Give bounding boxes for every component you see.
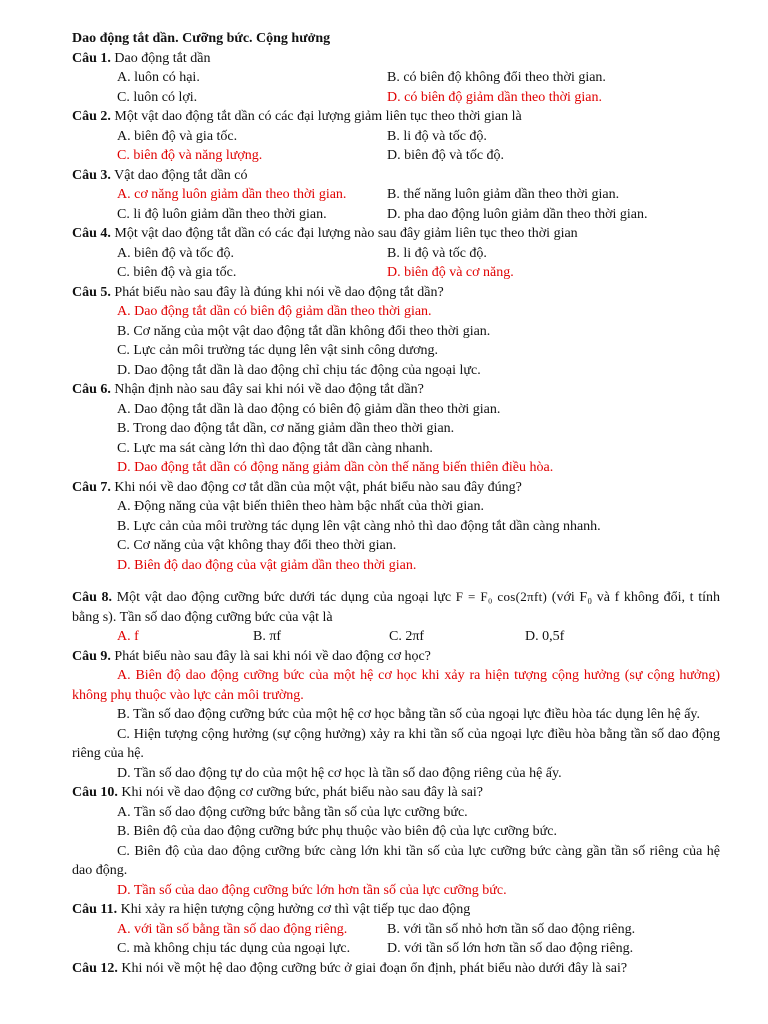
question-5: [72, 283, 720, 303]
option-c: C. Lực ma sát càng lớn thì dao động tắt dần càng nhanh.: [117, 440, 433, 456]
option-a-answer: A. với tần số bằng tần số dao động riêng.: [117, 921, 348, 937]
option-a: A. Tần số dao động cưỡng bức bằng tần số của lực cưỡng bức.: [117, 804, 468, 820]
option-b: B. Lực cản của môi trường tác dụng lên vật càng nhỏ thì dao động tắt dần càng nhanh.: [117, 518, 601, 534]
option-c: C. Biên độ của dao động cưỡng bức càng lớn khi tần số của lực cưỡng bức càng gần tần số riêng của hệ dao động.: [72, 843, 720, 878]
question-label: Câu 8.: [72, 590, 113, 605]
question-4: [72, 224, 720, 244]
question-7: [72, 478, 720, 498]
option-b: B. Trong dao động tắt dần, cơ năng giảm dần theo thời gian.: [117, 421, 455, 436]
options-grid: [72, 185, 720, 224]
question-text-cont: (với F₀ và f không đổi, t tính bằng s). Tần số dao động cưỡng bức của vật là: [72, 590, 720, 625]
question-text: Khi nói về một hệ dao động cưỡng bức ở giai đoạn ổn định, phát biểu nào dưới đây là sai?: [117, 960, 628, 976]
question-1: [72, 49, 720, 69]
force-formula: F = F₀ cos(2πft): [455, 589, 548, 604]
option-b: B. li độ và tốc độ.: [387, 245, 487, 261]
options-grid: [72, 68, 720, 107]
option-b: B. có biên độ không đổi theo thời gian.: [387, 70, 606, 85]
question-12: [72, 959, 720, 979]
option-a-answer: A. cơ năng luôn giảm dần theo thời gian.: [117, 187, 347, 202]
question-label: Câu 11.: [72, 902, 118, 917]
question-label: Câu 5.: [72, 284, 111, 300]
option-a: A. biên độ và gia tốc.: [117, 128, 238, 144]
question-9: [72, 647, 720, 667]
options-grid: [72, 920, 720, 959]
question-8: [72, 587, 720, 627]
option-b: B. li độ và tốc độ.: [387, 128, 487, 144]
option-c-answer: C. biên độ và năng lượng.: [117, 148, 263, 163]
option-a: A. biên độ và tốc độ.: [117, 245, 235, 261]
option-d: D. pha dao động luôn giảm dần theo thời gian.: [387, 206, 648, 222]
option-d: D. 0,5f: [525, 629, 565, 644]
question-3: [72, 166, 720, 186]
worksheet: [72, 29, 720, 978]
question-text: Khi xảy ra hiện tượng cộng hưởng cơ thì vật tiếp tục dao động: [117, 902, 471, 917]
question-label: Câu 7.: [72, 479, 111, 495]
option-d-answer: D. biên độ và cơ năng.: [387, 265, 514, 280]
question-text: Vật dao động tắt dần có: [110, 167, 248, 183]
option-a: A. Dao động tắt dần là dao động có biên độ giảm dần theo thời gian.: [117, 401, 501, 417]
question-text: Khi nói về dao động cơ tắt dần của một vật, phát biểu nào sau đây đúng?: [110, 479, 522, 495]
option-c: C. biên độ và gia tốc.: [117, 265, 237, 280]
option-d: D. với tần số lớn hơn tần số dao động riêng.: [387, 941, 634, 956]
option-d-answer: D. có biên độ giảm dần theo thời gian.: [387, 89, 603, 105]
option-c: C. li độ luôn giảm dần theo thời gian.: [117, 206, 327, 222]
option-b: B. Tần số dao động cưỡng bức của một hệ cơ học bằng tần số của ngoại lực điều hòa tác dụng lên hệ ấy.: [117, 707, 701, 722]
options-grid: [72, 244, 720, 283]
spacer: [72, 575, 720, 587]
page-title: Dao động tắt dần. Cưỡng bức. Cộng hưởng: [72, 31, 331, 46]
question-label: Câu 12.: [72, 960, 118, 976]
question-6: [72, 380, 720, 400]
question-label: Câu 4.: [72, 226, 111, 241]
options-grid: [72, 127, 720, 166]
question-label: Câu 1.: [72, 50, 111, 66]
option-d: D. biên độ và tốc độ.: [387, 148, 505, 163]
option-c: C. Cơ năng của vật không thay đổi theo thời gian.: [117, 538, 397, 553]
option-c: C. 2πf: [389, 629, 425, 644]
option-d: D. Tần số dao động tự do của một hệ cơ học là tần số dao động riêng của hệ ấy.: [117, 765, 562, 781]
option-c: C. Hiện tượng cộng hưởng (sự cộng hưởng) xảy ra khi tần số của ngoại lực điều hòa bằng tần số dao động riêng của hệ.: [72, 726, 720, 761]
question-text: Dao động tắt dần: [110, 50, 211, 66]
option-a: A. luôn có hại.: [117, 70, 200, 85]
option-b: B. thế năng luôn giảm dần theo thời gian.: [387, 187, 620, 202]
question-10: [72, 783, 720, 803]
options-grid: [72, 627, 720, 647]
question-text: Một vật dao động tắt dần có các đại lượng giảm liên tục theo thời gian là: [110, 109, 522, 124]
question-text: Phát biểu nào sau đây là đúng khi nói về dao động tắt dần?: [110, 284, 444, 300]
question-label: Câu 10.: [72, 785, 118, 800]
question-text: Một vật dao động tắt dần có các đại lượng nào sau đây giảm liên tục theo thời gian: [110, 226, 578, 241]
question-11: [72, 900, 720, 920]
question-label: Câu 2.: [72, 109, 111, 124]
option-d-answer: D. Biên độ dao động của vật giảm dần theo thời gian.: [117, 557, 417, 573]
question-text: Nhận định nào sau đây sai khi nói về dao động tắt dần?: [110, 382, 424, 397]
question-label: Câu 6.: [72, 382, 111, 397]
question-text: Khi nói về dao động cơ cưỡng bức, phát biểu nào sau đây là sai?: [117, 785, 484, 800]
question-2: [72, 107, 720, 127]
option-c: C. mà không chịu tác dụng của ngoại lực.: [117, 941, 351, 956]
option-d-answer: D. Tần số của dao động cưỡng bức lớn hơn tần số của lực cưỡng bức.: [117, 882, 507, 898]
option-a-answer: A. Biên độ dao động cưỡng bức của một hệ cơ học khi xảy ra hiện tượng cộng hưởng (sự cộng hưởng) không phụ thuộc vào lực cản môi trường.: [72, 668, 720, 703]
option-d: D. Dao động tắt dần là dao động chỉ chịu tác động của ngoại lực.: [117, 362, 481, 378]
option-b: B. Cơ năng của một vật dao động tắt dần không đổi theo thời gian.: [117, 323, 491, 339]
option-a-answer: A. f: [117, 629, 139, 644]
option-d-answer: D. Dao động tắt dần có động năng giảm dần còn thế năng biến thiên điều hòa.: [117, 460, 554, 475]
option-a-answer: A. Dao động tắt dần có biên độ giảm dần theo thời gian.: [117, 304, 432, 319]
option-c: C. Lực cản môi trường tác dụng lên vật sinh công dương.: [117, 343, 439, 358]
option-b: B. πf: [253, 629, 282, 644]
option-c: C. luôn có lợi.: [117, 89, 198, 105]
question-label: Câu 3.: [72, 167, 111, 183]
question-label: Câu 9.: [72, 648, 111, 664]
question-text: Một vật dao động cưỡng bức dưới tác dụng của ngoại lực: [112, 590, 456, 605]
option-b: B. với tần số nhỏ hơn tần số dao động riêng.: [387, 921, 636, 937]
question-text: Phát biểu nào sau đây là sai khi nói về dao động cơ học?: [110, 648, 431, 664]
option-b: B. Biên độ của dao động cưỡng bức phụ thuộc vào biên độ của lực cưỡng bức.: [117, 824, 557, 839]
option-a: A. Động năng của vật biến thiên theo hàm bậc nhất của thời gian.: [117, 499, 485, 514]
